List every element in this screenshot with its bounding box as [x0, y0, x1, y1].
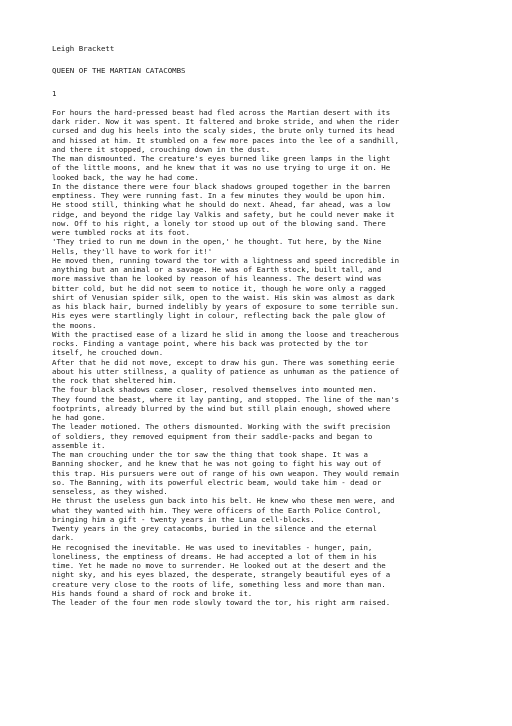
- text-line: of soldiers, they removed equipment from their saddle-packs and began to: [52, 431, 373, 441]
- text-line: time. Yet he made no move to surrender. He looked out at the desert and the: [52, 561, 386, 570]
- text-line: dark rider. Now it was spent. It faltered and broke stride, and when the rider: [52, 117, 400, 126]
- text-line: cursed and dug his heels into the scaly sides, the brute only turned its head: [52, 126, 395, 136]
- text-line: so. The Banning, with its powerful electric beam, would take him - dead or: [52, 477, 382, 487]
- text-line: looked back, the way he had come.: [52, 172, 199, 182]
- text-line: For hours the hard-pressed beast had fled across the Martian desert with its: [52, 107, 391, 117]
- text-line: bringing him a gift - twenty years in the Luna cell-blocks.: [52, 514, 315, 524]
- text-line: about his utter stillness, a quality of patience as unhuman as the patience of: [52, 366, 400, 376]
- text-line: this trap. His pursuers were out of range of his own weapon. They would remain: [52, 468, 400, 478]
- text-line: the rock that sheltered him.: [52, 376, 177, 385]
- text-line: Banning shocker, and he knew that he was not going to fight his way out of: [52, 459, 382, 469]
- text-line: His eyes were startlingly light in colour, reflecting back the pale glow of: [52, 311, 386, 321]
- text-line: of the little moons, and he knew that it was no use trying to urge it on. He: [52, 163, 391, 173]
- text-line: he had gone.: [52, 413, 106, 422]
- text-line: and there it stopped, crouching down in the dust.: [52, 144, 271, 154]
- spacer: [52, 98, 496, 108]
- text-line: loneliness, the emptiness of dreams. He had accepted a lot of them in his: [52, 551, 377, 561]
- text-line: He moved then, running toward the tor with a lightness and speed incredible in: [52, 255, 400, 265]
- spacer: [52, 76, 496, 89]
- text-line: senseless, as they wished.: [52, 487, 168, 496]
- text-line: itself, he crouched down.: [52, 348, 164, 358]
- text-line: In the distance there were four black shadows grouped together in the barren: [52, 181, 391, 191]
- author-name: Leigh Brackett: [52, 44, 115, 53]
- text-line: ridge, and beyond the ridge lay Valkis and safety, but he could never make it: [52, 209, 395, 219]
- text-line: He thrust the useless gun back into his belt. He knew who these men were, and: [52, 496, 395, 506]
- text-line: night sky, and his eyes blazed, the desperate, strangely beautiful eyes of a: [52, 570, 391, 580]
- text-line: The leader motioned. The others dismounted. Working with the swift precision: [52, 422, 391, 432]
- text-line: assemble it.: [52, 440, 106, 450]
- text-line: were tumbled rocks at its foot.: [52, 228, 190, 237]
- chapter-number: 1: [52, 88, 57, 98]
- text-line: rocks. Finding a vantage point, where his back was protected by the tor: [52, 339, 368, 348]
- text-line: With the practised ease of a lizard he slid in among the loose and treacherous: [52, 329, 400, 339]
- text-line: the moons.: [52, 320, 97, 330]
- book-title: QUEEN OF THE MARTIAN CATACOMBS: [52, 66, 186, 76]
- text-line: now. Off to his right, a lonely tor stood up out of the blowing sand. There: [52, 218, 386, 228]
- text-line: dark.: [52, 533, 75, 543]
- text-line: After that he did not move, except to draw his gun. There was something eerie: [52, 357, 395, 367]
- spacer: [52, 53, 496, 66]
- text-line: anything but an animal or a savage. He was of Earth stock, built tall, and: [52, 265, 382, 274]
- text-line: The leader of the four men rode slowly toward the tor, his right arm raised.: [52, 598, 391, 607]
- text-line: 'They tried to run me down in the open,' he thought. Tut here, by the Nine: [52, 237, 382, 247]
- body-text: [52, 108, 496, 608]
- text-line: emptiness. They were running fast. In a few minutes they would be upon him.: [52, 191, 386, 200]
- text-line: Hells, they'll have to work for it!': [52, 246, 213, 256]
- text-line: He stood still, thinking what he should do next. Ahead, far ahead, was a low: [52, 200, 391, 210]
- text-line: bitter cold, but he did not seem to notice it, though he wore only a ragged: [52, 283, 386, 293]
- text-line: footprints, already blurred by the wind but still plain enough, showed where: [52, 403, 391, 413]
- text-line: Twenty years in the grey catacombs, buried in the silence and the eternal: [52, 524, 377, 533]
- text-line: The man crouching under the tor saw the thing that took shape. It was a: [52, 450, 368, 459]
- text-line: The man dismounted. The creature's eyes burned like green lamps in the light: [52, 154, 391, 163]
- text-line: His hands found a shard of rock and broke it.: [52, 588, 253, 598]
- text-line: as his black hair, burned indelibly by years of exposure to some terrible sun.: [52, 302, 400, 311]
- text-line: The four black shadows came closer, resolved themselves into mounted men.: [52, 385, 377, 395]
- text-line: shirt of Venusian spider silk, open to the waist. His skin was almost as dark: [52, 292, 395, 302]
- text-line: and hissed at him. It stumbled on a few more paces into the lee of a sandhill,: [52, 135, 400, 145]
- text-line: more massive than he looked by reason of his leanness. The desert wind was: [52, 274, 382, 284]
- text-line: They found the beast, where it lay panting, and stopped. The line of the man's: [52, 394, 400, 404]
- text-line: what they wanted with him. They were officers of the Earth Police Control,: [52, 505, 382, 515]
- text-line: creature very close to the roots of life, something less and more than man.: [52, 579, 386, 589]
- text-line: He recognised the inevitable. He was used to inevitables - hunger, pain,: [52, 542, 373, 552]
